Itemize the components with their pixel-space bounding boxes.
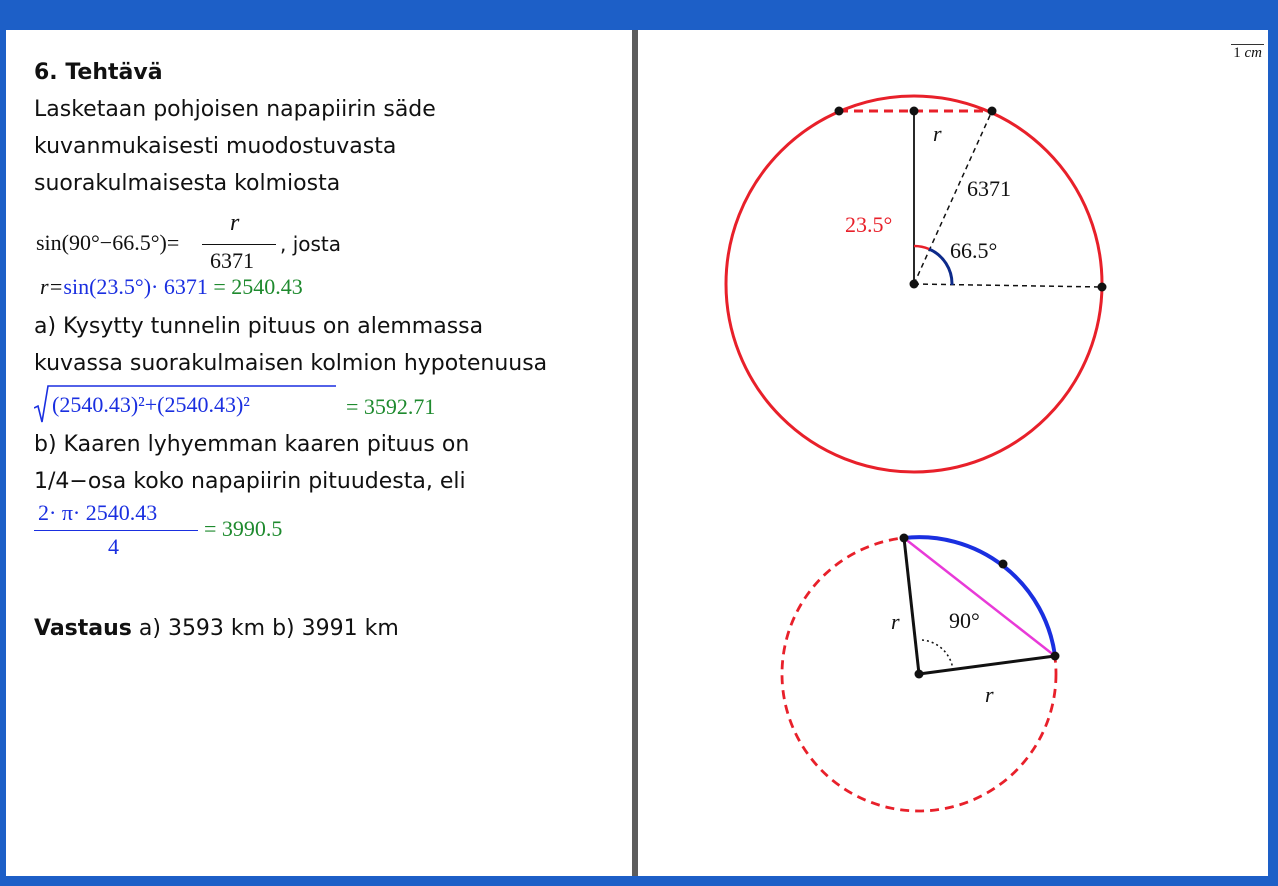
eq1-den: 6371 (210, 248, 254, 273)
part-b-text: b) Kaaren lyhyemman kaaren pituus on 1/4−osa koko napapiirin pituudesta, eli (34, 432, 470, 494)
eq2-expr: sin(23.5°)· 6371 (63, 274, 208, 299)
intro-text: Lasketaan pohjoisen napapiirin säde kuvanmukaisesti muodostuvasta suorakulmaisesta kolmiosta (34, 97, 436, 196)
point[interactable] (900, 534, 909, 543)
label-angle-blue: 66.5° (950, 238, 998, 263)
eq2-lhs: r= (40, 274, 64, 299)
right-angle-arc (922, 640, 953, 670)
eq3-expr: (2540.43)²+(2540.43)² (52, 392, 250, 417)
point[interactable] (915, 670, 924, 679)
part-a-text: a) Kysytty tunnelin pituus on alemmassa kuvassa suorakulmaisen kolmion hypotenuusa (34, 314, 548, 376)
eq1-fraction-bar (202, 244, 276, 245)
scale-value: 1 (1233, 45, 1241, 61)
eq4-num: 2· π· 2540.43 (38, 500, 158, 525)
equator-dashed[interactable] (914, 284, 1102, 287)
answer-text: a) 3593 km b) 3991 km (131, 616, 399, 641)
label-r-left: r (891, 609, 900, 634)
eq3-result: = 3592.71 (346, 394, 436, 419)
task-title: 6. Tehtävä (34, 60, 163, 85)
equation-4 (34, 500, 614, 562)
solution-panel (34, 60, 614, 647)
eq4-den: 4 (108, 534, 119, 559)
label-r-bottom: r (985, 682, 994, 707)
radius-right[interactable] (919, 656, 1055, 674)
angle-arc-blue (929, 249, 952, 285)
point[interactable] (1098, 283, 1107, 292)
point[interactable] (1051, 652, 1060, 661)
label-r-top: r (933, 121, 942, 146)
point[interactable] (910, 280, 919, 289)
answer-label: Vastaus (34, 616, 132, 641)
eq4-fraction-bar (34, 530, 198, 531)
label-angle-90: 90° (949, 608, 980, 633)
label-radius: 6371 (967, 176, 1011, 201)
scale-unit: cm (1244, 45, 1262, 61)
label-angle-red: 23.5° (845, 212, 893, 237)
point[interactable] (988, 107, 997, 116)
equation-1 (34, 212, 614, 274)
point[interactable] (999, 560, 1008, 569)
point[interactable] (835, 107, 844, 116)
eq1-suffix: , josta (280, 232, 342, 256)
top-figure (726, 96, 1107, 472)
bottom-figure (782, 534, 1060, 812)
figure-panel (638, 30, 1268, 876)
eq1-lhs: sin(90°−66.5°)= (36, 230, 180, 255)
radius-left[interactable] (904, 538, 919, 674)
eq4-result: = 3990.5 (204, 516, 283, 541)
point[interactable] (910, 107, 919, 116)
eq2-result: = 2540.43 (213, 274, 303, 299)
equation-3 (34, 382, 614, 426)
eq1-num: r (230, 210, 240, 236)
geometry-figure (638, 30, 1268, 876)
angle-arc-red (914, 246, 929, 249)
equation-2 (34, 274, 614, 308)
answer-line (34, 610, 614, 647)
